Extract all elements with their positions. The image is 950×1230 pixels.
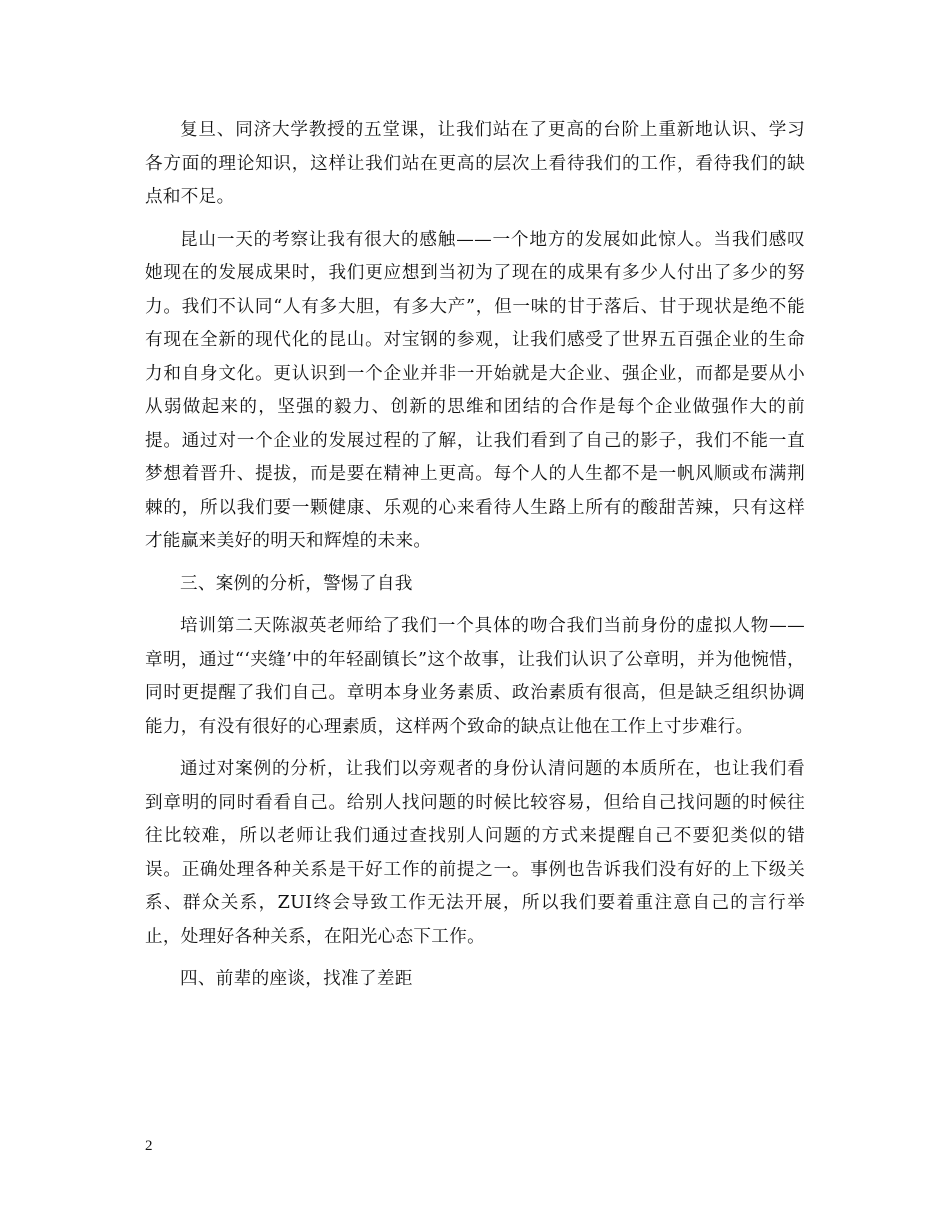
paragraph-spacer [145,744,805,753]
section-heading-seniors-talk: 四、前辈的座谈，找准了差距 [180,969,413,989]
section-heading-case-analysis: 三、案例的分析，警惕了自我 [180,573,413,594]
paragraph-case-story: 培训第二天陈淑英老师给了我们一个具体的吻合我们当前身份的虚拟人物——章明，通过“‘夹缝’中的年轻副镇长”这个故事，让我们认识了公章明，并为他惋惜，同时更提醒了我们自己。章明本身业务素质、政治素质有很高，但是缺乏组织协调能力，有没有很好的心理素质，这样两个致命的缺点让他在工作上寸步难行。 [145,616,805,737]
paragraph-spacer [145,601,805,610]
paragraph-kunshan-visit: 昆山一天的考察让我有很大的感触——一个地方的发展如此惊人。当我们感叹她现在的发展成果时，我们更应想到当初为了现在的成果有多少人付出了多少的努力。我们不认同“人有多大胆，有多大产”，但一味的甘于落后、甘于现状是绝不能有现在全新的现代化的昆山。对宝钢的参观，让我们感受了世界五百强企业的生命力和自身文化。更认识到一个企业并非一开始就是大企业、强企业，而都是要从小从弱做起来的，坚强的毅力、创新的思维和团结的合作是每个企业做强作大的前提。通过对一个企业的发展过程的了解，让我们看到了自己的影子，我们不能一直梦想着晋升、提拔，而是要在精神上更高。每个人的人生都不是一帆风顺或布满荆棘的，所以我们要一颗健康、乐观的心来看待人生路上所有的酸甜苦辣，只有这样才能赢来美好的明天和辉煌的未来。 [145,229,805,551]
paragraph-spacer [145,559,805,568]
paragraph-case-lessons: 通过对案例的分析，让我们以旁观者的身份认清问题的本质所在，也让我们看到章明的同时看看自己。给别人找问题的时候比较容易，但给自己找问题的时候往往比较难，所以老师让我们通过查找别人问题的方式来提醒自己不要犯类似的错误。正确处理各种关系是干好工作的前提之一。事例也告诉我们没有好的上下级关系、群众关系，ZUI终会导致工作无法开展，所以我们要着重注意自己的言行举止，处理好各种关系，在阳光心态下工作。 [145,759,805,947]
page-number: 2 [145,1138,153,1154]
paragraph-lectures: 复旦、同济大学教授的五堂课，让我们站在了更高的台阶上重新地认识、学习各方面的理论知识，这样让我们站在更高的层次上看待我们的工作，看待我们的缺点和不足。 [145,120,805,207]
document-body [145,114,805,997]
paragraph-spacer [145,954,805,963]
paragraph-spacer [145,215,805,224]
